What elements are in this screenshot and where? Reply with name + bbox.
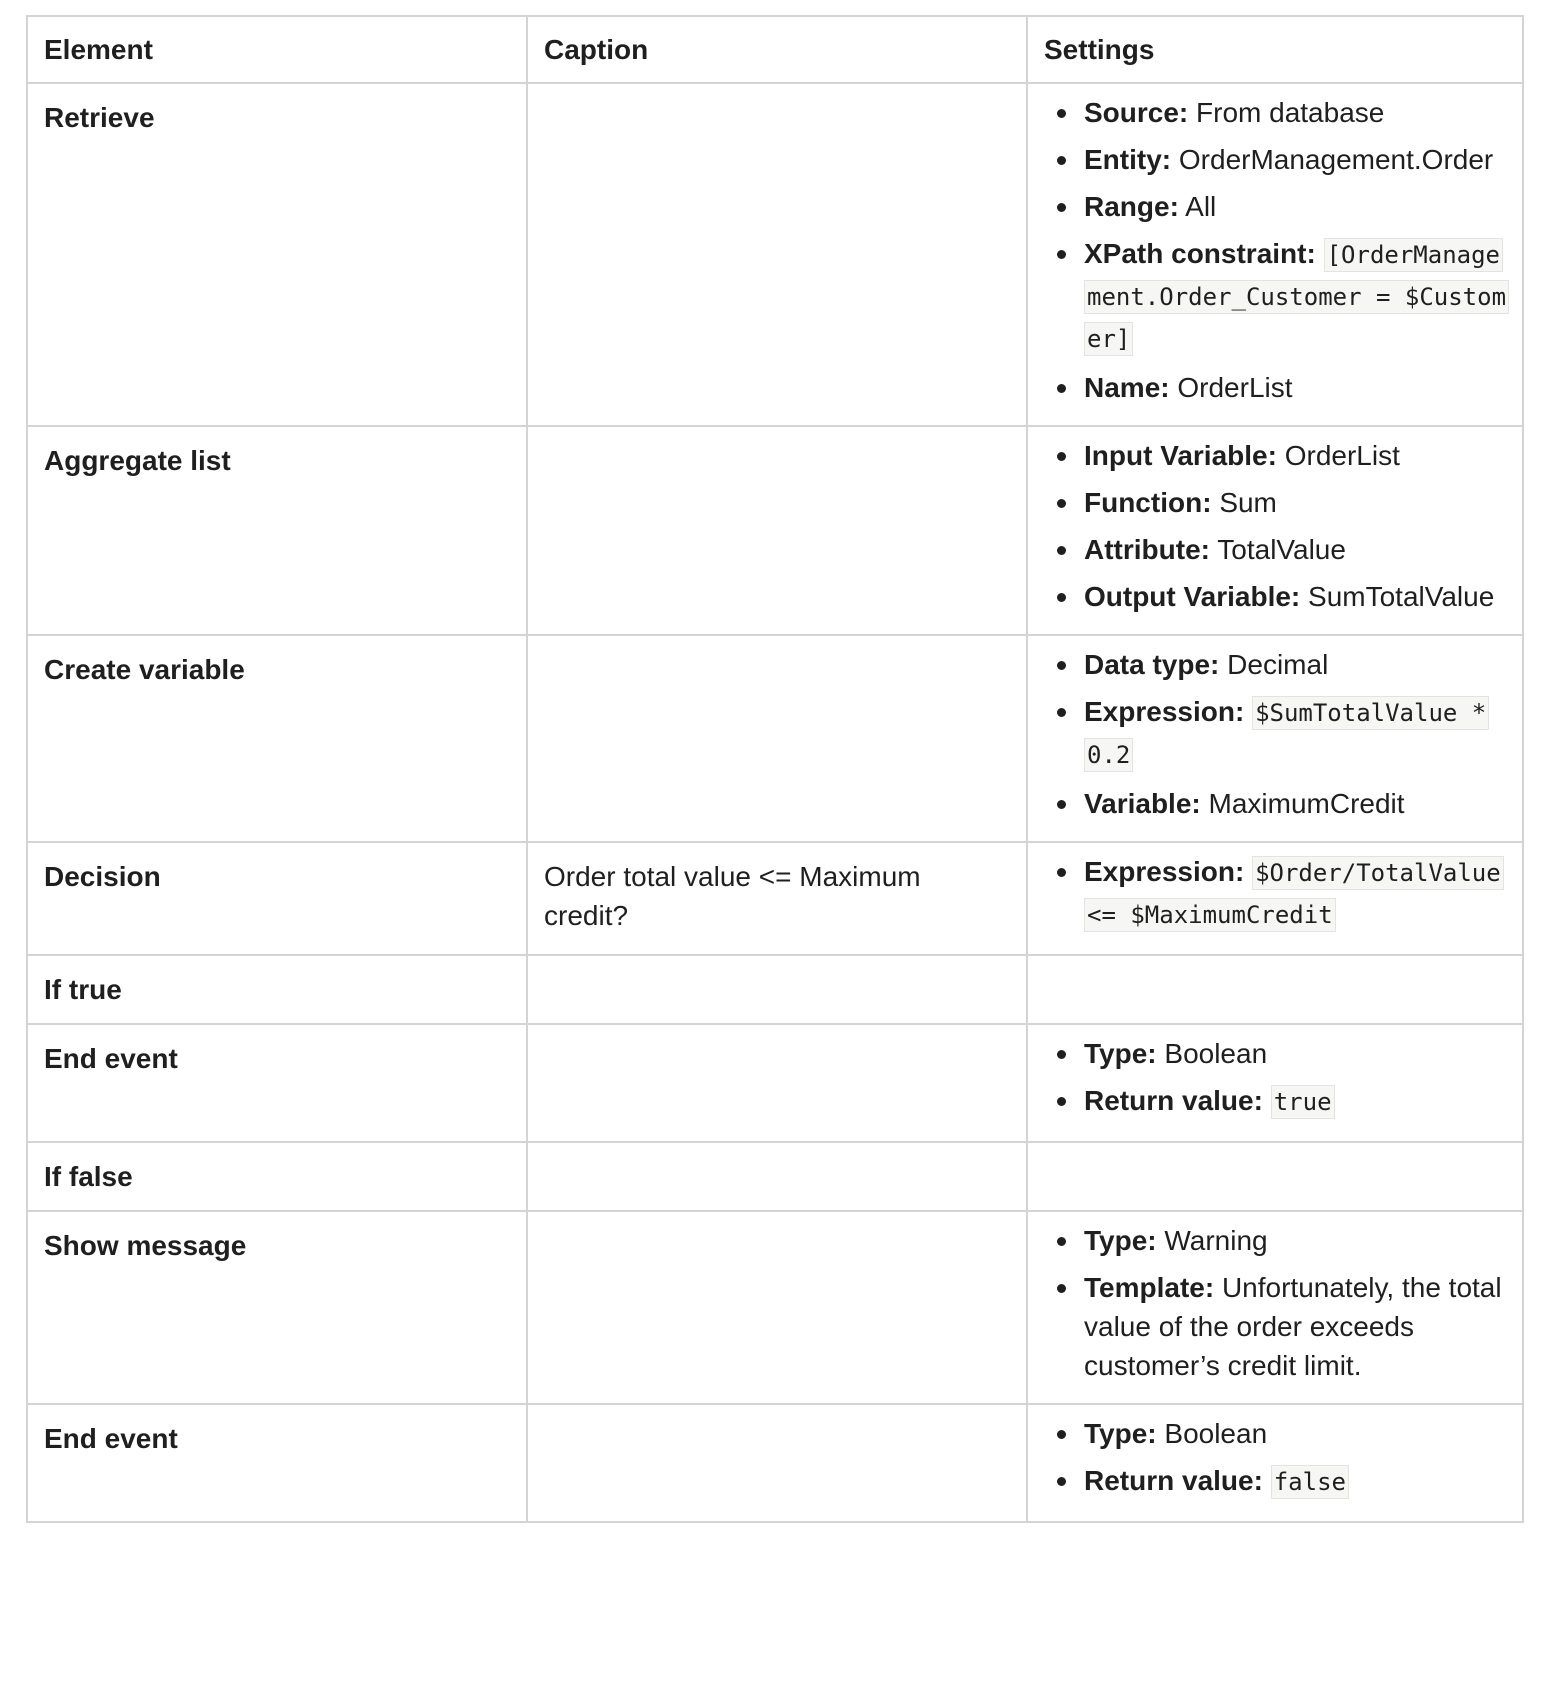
settings-list-item [1084, 645, 1508, 684]
settings-list-item [1084, 140, 1508, 179]
caption-cell [527, 1142, 1027, 1211]
element-cell: If true [27, 955, 527, 1024]
setting-key: Template: [1084, 1272, 1215, 1303]
setting-key: Expression: [1084, 856, 1245, 887]
table-row [27, 955, 1523, 1024]
settings-list [1044, 1034, 1508, 1123]
setting-key: Return value: [1084, 1465, 1263, 1496]
table-row [27, 426, 1523, 635]
settings-list-item [1084, 1221, 1508, 1260]
setting-key: Variable: [1084, 788, 1201, 819]
setting-value: Boolean [1164, 1418, 1268, 1449]
settings-list-item [1084, 93, 1508, 132]
setting-code-value: true [1271, 1085, 1335, 1119]
settings-cell [1027, 83, 1523, 426]
header-caption: Caption [527, 16, 1027, 83]
element-cell: End event [27, 1404, 527, 1522]
settings-cell [1027, 842, 1523, 955]
setting-key: Function: [1084, 487, 1212, 518]
setting-key: Type: [1084, 1038, 1157, 1069]
settings-list-item [1084, 530, 1508, 569]
settings-list-item [1084, 852, 1508, 936]
setting-key: Output Variable: [1084, 581, 1301, 612]
caption-cell [527, 1404, 1027, 1522]
settings-cell [1027, 426, 1523, 635]
settings-list-item [1084, 1461, 1508, 1503]
settings-list-item [1084, 436, 1508, 475]
setting-value: Warning [1164, 1225, 1268, 1256]
settings-list [1044, 93, 1508, 407]
settings-cell [1027, 955, 1523, 1024]
caption-cell [527, 635, 1027, 842]
setting-value: OrderList [1284, 440, 1400, 471]
table-row [27, 1024, 1523, 1142]
element-cell: Create variable [27, 635, 527, 842]
setting-value: Unfortunately, the total value of the order exceeds customer’s credit limit. [1084, 1272, 1502, 1381]
settings-list [1044, 1414, 1508, 1503]
setting-value: All [1185, 191, 1217, 222]
settings-list-item [1084, 1034, 1508, 1073]
setting-key: Type: [1084, 1225, 1157, 1256]
table-row [27, 1142, 1523, 1211]
table-row [27, 1211, 1523, 1404]
header-settings: Settings [1027, 16, 1523, 83]
setting-key: Source: [1084, 97, 1189, 128]
setting-code-value: false [1271, 1465, 1349, 1499]
element-cell: If false [27, 1142, 527, 1211]
microflow-settings-table [26, 15, 1524, 1523]
caption-cell [527, 955, 1027, 1024]
settings-list-item [1084, 692, 1508, 776]
settings-list [1044, 1221, 1508, 1385]
element-cell: End event [27, 1024, 527, 1142]
settings-list-item [1084, 234, 1508, 360]
setting-key: Range: [1084, 191, 1179, 222]
settings-cell [1027, 1142, 1523, 1211]
setting-value: Boolean [1164, 1038, 1268, 1069]
setting-value: SumTotalValue [1308, 581, 1495, 612]
settings-list [1044, 852, 1508, 936]
settings-list-item [1084, 483, 1508, 522]
settings-list-item [1084, 1081, 1508, 1123]
setting-value: MaximumCredit [1208, 788, 1405, 819]
caption-cell: Order total value <= Maximum credit? [527, 842, 1027, 955]
setting-value: OrderManagement.Order [1178, 144, 1494, 175]
settings-list-item [1084, 1414, 1508, 1453]
setting-key: Attribute: [1084, 534, 1210, 565]
caption-cell [527, 426, 1027, 635]
setting-key: XPath constraint: [1084, 238, 1316, 269]
settings-list [1044, 645, 1508, 823]
setting-code-value: [OrderManagement.Order_Customer = $Customer] [1084, 238, 1509, 356]
caption-cell [527, 83, 1027, 426]
settings-cell [1027, 1211, 1523, 1404]
table-row [27, 1404, 1523, 1522]
table-row [27, 83, 1523, 426]
table-row [27, 635, 1523, 842]
settings-cell [1027, 1024, 1523, 1142]
setting-value: OrderList [1177, 372, 1293, 403]
setting-value: TotalValue [1217, 534, 1346, 565]
settings-list [1044, 436, 1508, 616]
settings-cell [1027, 1404, 1523, 1522]
setting-key: Input Variable: [1084, 440, 1277, 471]
element-cell: Show message [27, 1211, 527, 1404]
settings-list-item [1084, 784, 1508, 823]
setting-value: Sum [1219, 487, 1277, 518]
table-body [27, 83, 1523, 1522]
setting-key: Type: [1084, 1418, 1157, 1449]
settings-cell [1027, 635, 1523, 842]
setting-key: Entity: [1084, 144, 1172, 175]
element-cell: Retrieve [27, 83, 527, 426]
setting-key: Data type: [1084, 649, 1220, 680]
setting-key: Expression: [1084, 696, 1245, 727]
table-header-row [27, 16, 1523, 83]
setting-value: Decimal [1227, 649, 1329, 680]
element-cell: Aggregate list [27, 426, 527, 635]
settings-list-item [1084, 187, 1508, 226]
setting-code-value: $Order/TotalValue <= $MaximumCredit [1084, 856, 1504, 932]
setting-key: Return value: [1084, 1085, 1263, 1116]
settings-list-item [1084, 577, 1508, 616]
setting-value: From database [1196, 97, 1385, 128]
caption-cell [527, 1024, 1027, 1142]
table-row [27, 842, 1523, 955]
element-cell: Decision [27, 842, 527, 955]
caption-cell [527, 1211, 1027, 1404]
settings-list-item [1084, 1268, 1508, 1385]
setting-key: Name: [1084, 372, 1170, 403]
setting-code-value: $SumTotalValue * 0.2 [1084, 696, 1489, 772]
header-element: Element [27, 16, 527, 83]
settings-list-item [1084, 368, 1508, 407]
